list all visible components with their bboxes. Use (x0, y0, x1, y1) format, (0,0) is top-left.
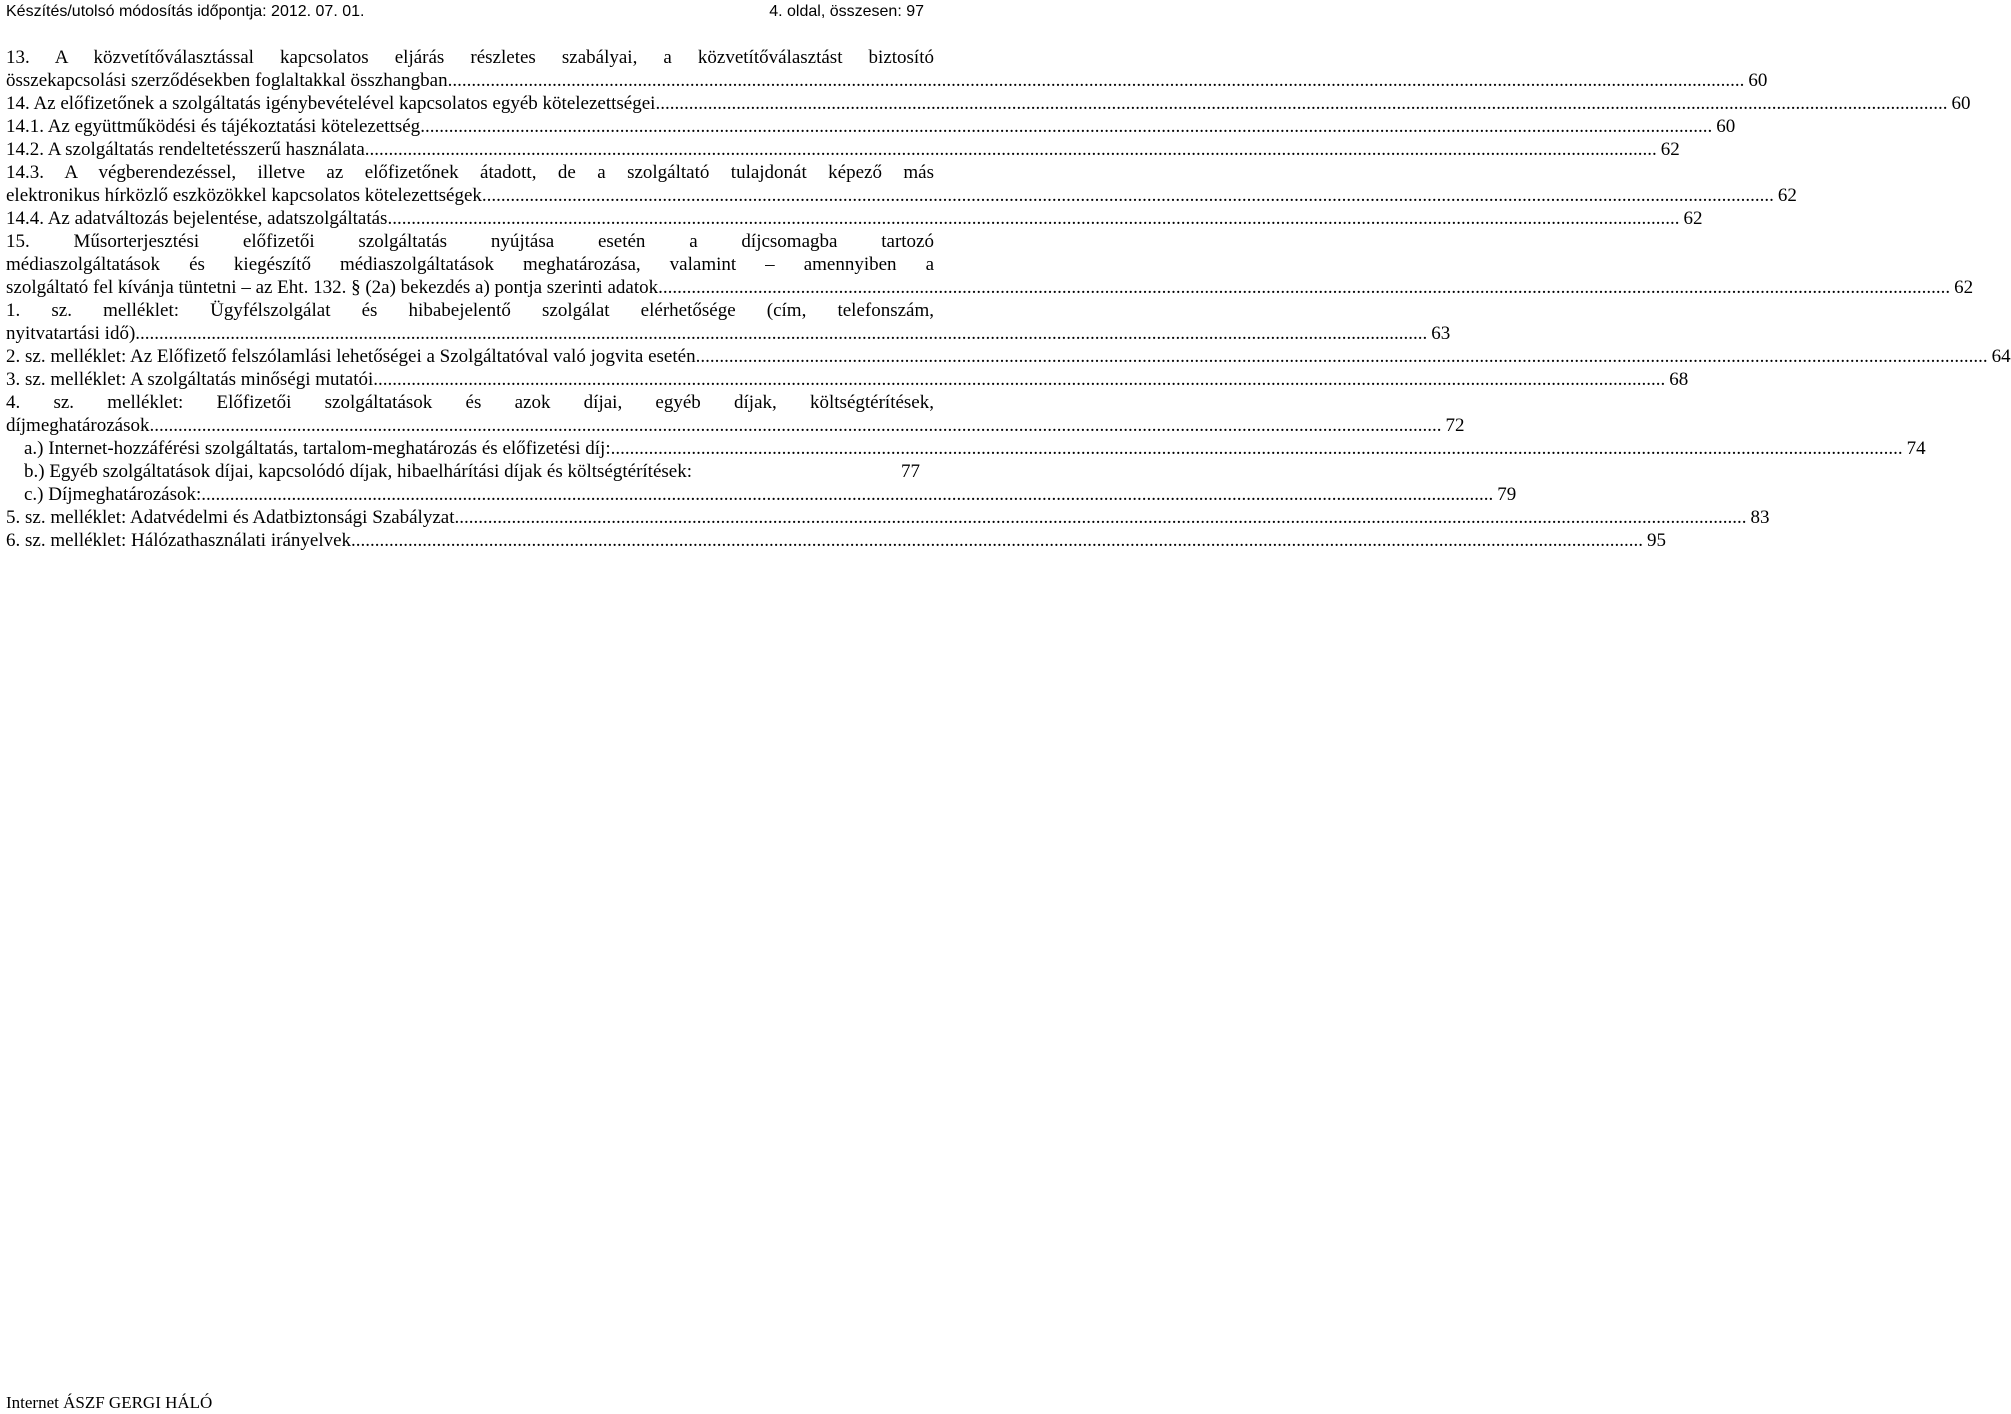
leader-dots (611, 437, 1903, 460)
toc-page-number: 60 (1716, 116, 1736, 137)
toc-entry[interactable] (6, 437, 1926, 460)
leader-dots (482, 184, 1774, 207)
toc-entry-text: 4. sz. melléklet: Előfizetői szolgáltatások és azok díjai, egyéb díjak, költségtérítések, (6, 392, 934, 413)
toc-page-number: 63 (1431, 323, 1451, 344)
toc-entry-text: 13. A közvetítőválasztással kapcsolatos eljárás részletes szabályai, a közvetítőválasztást biztosító (6, 47, 934, 68)
toc-page-number: 68 (1669, 369, 1689, 390)
leader-dots (150, 414, 1442, 437)
toc-entry-text: 15. Műsorterjesztési előfizetői szolgáltatás nyújtása esetén a díjcsomagba tartozó (6, 231, 934, 252)
toc-page-number: 77 (901, 461, 920, 482)
toc-entry-text: c.) Díjmeghatározások: (24, 484, 202, 505)
toc-entry[interactable] (6, 460, 934, 483)
toc-entry-text: 1. sz. melléklet: Ügyfélszolgálat és hibabejelentő szolgálat elérhetősége (cím, telefonszám, (6, 300, 934, 321)
leader-dots (655, 92, 1947, 115)
toc-page-number: 60 (1951, 93, 1971, 114)
toc-entry[interactable] (6, 483, 1517, 506)
toc-entry-text: b.) Egyéb szolgáltatások díjai, kapcsolódó díjak, hibaelhárítási díjak és költségtérítések: (24, 461, 692, 482)
header-page-number: 4. oldal, összesen: 97 (769, 3, 924, 20)
toc-entry[interactable] (6, 138, 1680, 161)
toc-page-number: 62 (1777, 185, 1797, 206)
toc-entry[interactable] (6, 391, 1465, 437)
toc-entry-text: elektronikus hírközlő eszközökkel kapcsolatos kötelezettségek (6, 185, 482, 206)
page-footer: Internet ÁSZF GERGI HÁLÓ (6, 1393, 213, 1412)
leader-dots (696, 345, 1988, 368)
toc-entry[interactable] (6, 207, 1703, 230)
toc-entry[interactable] (6, 529, 1667, 552)
toc-entry-text: 3. sz. melléklet: A szolgáltatás minőségi mutatói (6, 369, 374, 390)
leader-dots (420, 115, 1712, 138)
toc-page-number: 83 (1750, 507, 1770, 528)
toc-page-number: 74 (1906, 438, 1926, 459)
table-of-contents (6, 46, 2011, 552)
toc-entry-text: 14.4. Az adatváltozás bejelentése, adatszolgáltatás (6, 208, 388, 229)
leader-dots (135, 322, 1427, 345)
toc-page-number: 72 (1445, 415, 1465, 436)
toc-entry-text: 14.3. A végberendezéssel, illetve az előfizetőnek átadott, de a szolgáltató tulajdonát képező más (6, 162, 934, 183)
toc-page-number: 62 (1660, 139, 1680, 160)
leader-dots (455, 506, 1747, 529)
toc-entry-text: nyitvatartási idő) (6, 323, 136, 344)
toc-entry[interactable] (6, 299, 1451, 345)
toc-entry-text: a.) Internet-hozzáférési szolgáltatás, tartalom-meghatározás és előfizetési díj: (24, 438, 611, 459)
toc-entry-text: 6. sz. melléklet: Hálózathasználati irányelvek (6, 530, 352, 551)
toc-entry-text: szolgáltató fel kívánja tüntetni – az Eht. 132. § (2a) bekezdés a) pontja szerinti adatok (6, 277, 659, 298)
leader-dots (373, 368, 1665, 391)
header-modified-date: Készítés/utolsó módosítás időpontja: 2012. 07. 01. (6, 3, 365, 20)
toc-entry[interactable] (6, 368, 1689, 391)
toc-page-number: 79 (1497, 484, 1517, 505)
toc-entry[interactable] (6, 161, 1797, 207)
toc-page-number: 62 (1683, 208, 1703, 229)
toc-entry-text: 5. sz. melléklet: Adatvédelmi és Adatbiztonsági Szabályzat (6, 507, 455, 528)
toc-entry-text: 2. sz. melléklet: Az Előfizető felszólamlási lehetőségei a Szolgáltatóval való jogvita esetén (6, 346, 696, 367)
toc-entry[interactable] (6, 46, 1768, 92)
leader-dots (365, 138, 1657, 161)
toc-entry-text: médiaszolgáltatások és kiegészítő médiaszolgáltatások meghatározása, valamint – amennyiben a (6, 254, 934, 275)
leader-dots (201, 483, 1493, 506)
leader-dots (658, 276, 1950, 299)
toc-entry-text: 14.1. Az együttműködési és tájékoztatási kötelezettség (6, 116, 421, 137)
toc-entry-text: díjmeghatározások (6, 415, 150, 436)
toc-page-number: 60 (1748, 70, 1768, 91)
leader-dots (387, 207, 1679, 230)
toc-entry[interactable] (6, 115, 1736, 138)
page-header (6, 0, 924, 28)
toc-entry[interactable] (6, 230, 1974, 299)
leader-dots (452, 69, 1744, 92)
toc-entry-text: 14. Az előfizetőnek a szolgáltatás igénybevételével kapcsolatos egyéb kötelezettségei (6, 93, 656, 114)
toc-entry[interactable] (6, 345, 2011, 368)
toc-entry[interactable] (6, 506, 1770, 529)
toc-entry-text: 14.2. A szolgáltatás rendeltetésszerű használata (6, 139, 365, 160)
toc-page-number: 95 (1647, 530, 1667, 551)
toc-entry[interactable] (6, 92, 1971, 115)
toc-page-number: 62 (1954, 277, 1974, 298)
toc-page-number: 64 (1991, 346, 2011, 367)
toc-entry-text: összekapcsolási szerződésekben foglaltakkal összhangban. (6, 70, 453, 91)
leader-dots (351, 529, 1643, 552)
